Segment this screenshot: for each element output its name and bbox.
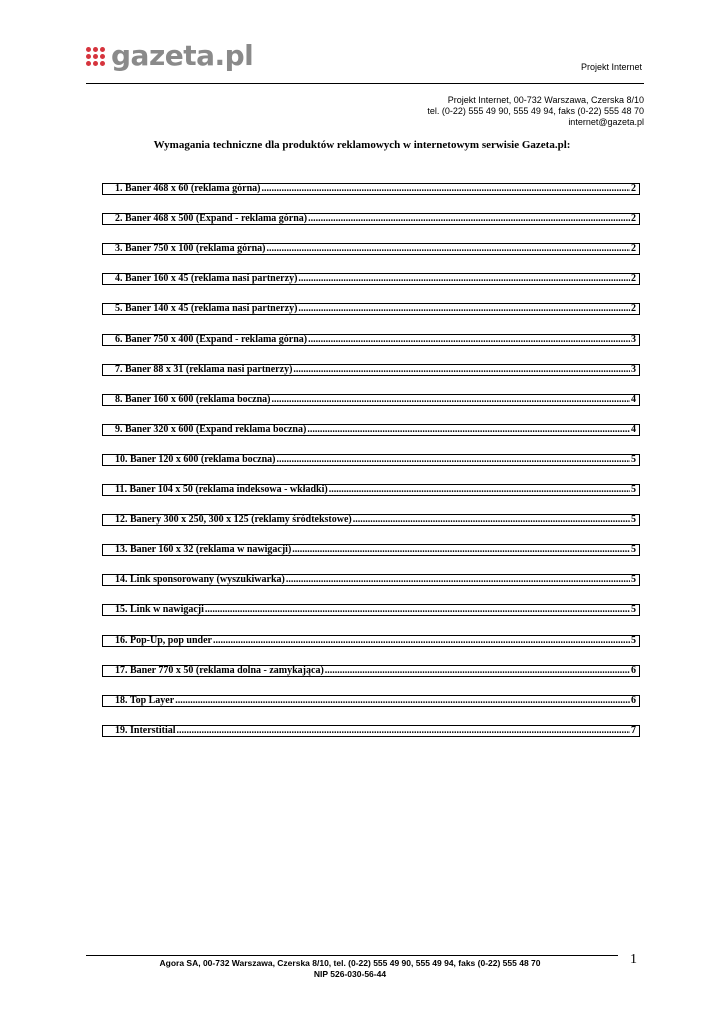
document-title: Wymagania techniczne dla produktów reklamowych w internetowym serwisie Gazeta.pl: bbox=[153, 139, 571, 151]
toc-leader-dots bbox=[353, 514, 630, 525]
toc-entry-label: 17. Baner 770 x 50 (reklama dolna - zamykająca) bbox=[115, 664, 324, 676]
toc-entry[interactable] bbox=[102, 695, 640, 707]
toc-entry-label: 5. Baner 140 x 45 (reklama nasi partnerzy) bbox=[115, 303, 298, 315]
toc-entry[interactable] bbox=[102, 394, 640, 406]
toc-entry[interactable] bbox=[102, 183, 640, 195]
contact-line: tel. (0-22) 555 49 90, 555 49 94, faks (0-22) 555 48 70 bbox=[427, 106, 644, 116]
toc-leader-dots bbox=[292, 544, 630, 555]
toc-entry-page: 2 bbox=[631, 303, 636, 315]
toc-entry-page: 3 bbox=[631, 363, 636, 375]
toc-leader-dots bbox=[293, 364, 630, 375]
toc-entry-page: 7 bbox=[631, 724, 636, 736]
toc-entry-label: 16. Pop-Up, pop under bbox=[115, 634, 212, 646]
footer-nip-line: NIP 526-030-56-44 bbox=[313, 969, 387, 979]
gazeta-logo bbox=[86, 39, 254, 72]
toc-entry[interactable] bbox=[102, 574, 640, 586]
toc-entry[interactable] bbox=[102, 725, 640, 737]
toc-entry[interactable] bbox=[102, 424, 640, 436]
toc-entry-page: 3 bbox=[631, 333, 636, 345]
toc-entry-page: 5 bbox=[631, 634, 636, 646]
toc-entry-page: 5 bbox=[631, 484, 636, 495]
toc-entry[interactable] bbox=[102, 303, 640, 315]
toc-entry[interactable] bbox=[102, 334, 640, 346]
toc-entry[interactable] bbox=[102, 604, 640, 616]
toc-leader-dots bbox=[266, 243, 630, 254]
footer bbox=[86, 958, 614, 980]
toc-leader-dots bbox=[325, 665, 630, 676]
department-label: Projekt Internet bbox=[580, 62, 642, 72]
toc-entry-label: 3. Baner 750 x 100 (reklama górna) bbox=[115, 243, 266, 255]
toc-leader-dots bbox=[298, 273, 630, 284]
address-block bbox=[427, 95, 644, 128]
toc-entry-label: 11. Baner 104 x 50 (reklama indeksowa - wkładki) bbox=[115, 484, 328, 495]
toc-entry-label: 14. Link sponsorowany (wyszukiwarka) bbox=[115, 574, 285, 586]
toc-entry-page: 4 bbox=[631, 393, 636, 405]
toc-entry-label: 2. Baner 468 x 500 (Expand - reklama górna) bbox=[115, 213, 308, 225]
toc-entry-page: 2 bbox=[631, 213, 636, 225]
toc-entry-page: 6 bbox=[631, 694, 636, 706]
email-line: internet@gazeta.pl bbox=[568, 117, 644, 127]
toc-entry-page: 5 bbox=[631, 604, 636, 616]
toc-entry-label: 15. Link w nawigacji bbox=[115, 604, 204, 616]
toc-entry-label: 4. Baner 160 x 45 (reklama nasi partnerzy) bbox=[115, 273, 298, 285]
toc-entry-label: 7. Baner 88 x 31 (reklama nasi partnerzy) bbox=[115, 363, 293, 375]
toc-entry[interactable] bbox=[102, 454, 640, 466]
toc-entry-label: 8. Baner 160 x 600 (reklama boczna) bbox=[115, 393, 271, 405]
logo-text: gazeta.pl bbox=[111, 39, 254, 72]
toc-leader-dots bbox=[175, 695, 630, 706]
toc-leader-dots bbox=[205, 604, 630, 615]
toc-leader-dots bbox=[286, 574, 630, 585]
logo-dots-icon bbox=[86, 47, 105, 66]
toc-entry-page: 2 bbox=[631, 273, 636, 285]
address-line: Projekt Internet, 00-732 Warszawa, Czerska 8/10 bbox=[447, 95, 644, 105]
toc-entry-page: 5 bbox=[631, 514, 636, 526]
toc-entry-page: 5 bbox=[631, 574, 636, 586]
toc-entry-page: 5 bbox=[631, 453, 636, 465]
toc-leader-dots bbox=[271, 394, 630, 405]
toc-leader-dots bbox=[308, 334, 630, 345]
toc-entry-label: 13. Baner 160 x 32 (reklama w nawigacji) bbox=[115, 544, 292, 556]
toc-leader-dots bbox=[276, 454, 630, 465]
toc-leader-dots bbox=[177, 725, 630, 736]
header-divider bbox=[86, 83, 644, 84]
toc-leader-dots bbox=[261, 183, 630, 194]
toc-leader-dots bbox=[307, 424, 630, 435]
toc-leader-dots bbox=[329, 484, 630, 495]
toc-entry-page: 2 bbox=[631, 243, 636, 255]
toc-entry-page: 5 bbox=[631, 544, 636, 556]
toc-entry[interactable] bbox=[102, 213, 640, 225]
toc-leader-dots bbox=[213, 635, 630, 646]
toc-entry[interactable] bbox=[102, 665, 640, 677]
toc-entry-page: 4 bbox=[631, 423, 636, 435]
toc-entry-label: 18. Top Layer bbox=[115, 694, 175, 706]
toc-entry-label: 19. Interstitial bbox=[115, 724, 176, 736]
page-number: 1 bbox=[630, 952, 637, 967]
toc-entry[interactable] bbox=[102, 364, 640, 376]
toc-leader-dots bbox=[298, 303, 630, 314]
toc-entry-label: 12. Banery 300 x 250, 300 x 125 (reklamy śródtekstowe) bbox=[115, 514, 352, 526]
toc-entry-page: 2 bbox=[631, 183, 636, 194]
toc-entry[interactable] bbox=[102, 484, 640, 496]
toc-entry-label: 6. Baner 750 x 400 (Expand - reklama górna) bbox=[115, 333, 308, 345]
toc-entry[interactable] bbox=[102, 273, 640, 285]
toc-entry[interactable] bbox=[102, 514, 640, 526]
toc-entry[interactable] bbox=[102, 635, 640, 647]
toc-entry-label: 9. Baner 320 x 600 (Expand reklama boczna) bbox=[115, 423, 307, 435]
toc-entry-label: 1. Baner 468 x 60 (reklama górna) bbox=[115, 183, 261, 194]
toc-entry[interactable] bbox=[102, 243, 640, 255]
toc-leader-dots bbox=[308, 213, 630, 224]
footer-divider bbox=[86, 955, 618, 956]
toc-entry[interactable] bbox=[102, 544, 640, 556]
toc-entry-page: 6 bbox=[631, 664, 636, 676]
toc-entry-label: 10. Baner 120 x 600 (reklama boczna) bbox=[115, 453, 276, 465]
footer-company-line: Agora SA, 00-732 Warszawa, Czerska 8/10, tel. (0-22) 555 49 90, 555 49 94, faks (0-22) 555 48 70 bbox=[159, 958, 541, 968]
